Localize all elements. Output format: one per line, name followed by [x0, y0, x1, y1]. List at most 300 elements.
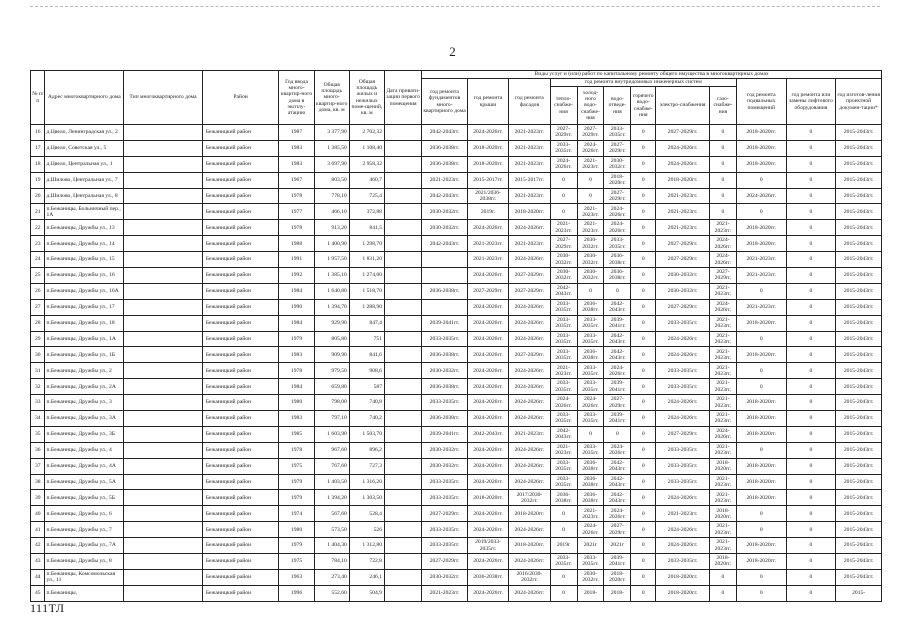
sewer-cell: 2042-2043гг.	[604, 331, 631, 347]
row-number: 35	[31, 426, 45, 442]
privatization-cell	[384, 156, 421, 172]
year-cell: 1987	[279, 125, 314, 141]
living-area-cell: 528,4	[349, 506, 384, 522]
electric-cell: 2021-2023гг.	[656, 204, 710, 220]
electric-cell: 2030-2032гг.	[656, 268, 710, 284]
sewer-cell: 2027-2029гг.	[604, 395, 631, 411]
elevator-cell: 0	[786, 125, 836, 141]
foundation-cell: 2039-2041гг.	[422, 426, 468, 442]
total-area-cell: 803,50	[314, 172, 349, 188]
elevator-cell: 0	[786, 172, 836, 188]
total-area-cell: 979,50	[314, 363, 349, 379]
row-number: 21	[31, 204, 45, 220]
header-total-area: Общая площадь много-квартир-ного дома, кв. м	[314, 71, 349, 125]
total-area-cell: 909,90	[314, 347, 349, 363]
foundation-cell: 2030-2032гг.	[422, 363, 468, 379]
elevator-cell: 0	[786, 204, 836, 220]
roof-cell: 2024-2026гг.	[467, 268, 508, 284]
cold-water-cell: 2033-2035гг.	[577, 379, 604, 395]
header-type: Тип многоквартирного дома	[124, 71, 203, 125]
facade-cell: 2024-2026гг.	[509, 252, 550, 268]
row-number: 36	[31, 442, 45, 458]
hot-water-cell: 0	[631, 331, 656, 347]
elevator-cell: 0	[786, 411, 836, 427]
living-area-cell: 1 303,50	[349, 490, 384, 506]
living-area-cell: 372,88	[349, 204, 384, 220]
basement-cell: 2018-2020гг.	[736, 125, 786, 141]
electric-cell: 2021-2023гг.	[656, 188, 710, 204]
basement-cell: 0	[736, 585, 786, 601]
roof-cell: 2024-2026гг.	[467, 522, 508, 538]
cold-water-cell: 0	[577, 283, 604, 299]
address-cell: п.Бежаницы, Дружбы ул., 17	[45, 299, 124, 315]
privatization-cell	[384, 522, 421, 538]
electric-cell: 2024-2026гг.	[656, 490, 710, 506]
elevator-cell: 0	[786, 188, 836, 204]
type-cell	[124, 395, 203, 411]
basement-cell: 0	[736, 172, 786, 188]
cold-water-cell: 2030-2032гг.	[577, 236, 604, 252]
elevator-cell: 0	[786, 554, 836, 570]
table-row	[31, 268, 882, 284]
district-cell: Бежаницкий район	[202, 411, 279, 427]
basement-cell: 0	[736, 506, 786, 522]
basement-cell: 0	[736, 379, 786, 395]
foundation-cell: 2033-2035гг.	[422, 490, 468, 506]
row-number: 28	[31, 315, 45, 331]
facade-cell: 2016/2030-2032гг.	[509, 569, 550, 585]
design-cell: 2015-2043гг.	[836, 283, 882, 299]
gas-cell: 0	[710, 156, 737, 172]
type-cell	[124, 156, 203, 172]
living-area-cell: 1 518,70	[349, 283, 384, 299]
footer-code: 111ТЛ	[30, 601, 65, 615]
design-cell: 2015-2043гг.	[836, 347, 882, 363]
heat-cell: 2021-2023гг.	[550, 442, 577, 458]
elevator-cell: 0	[786, 522, 836, 538]
facade-cell: 2027-2029гг.	[509, 347, 550, 363]
living-area-cell: 246,1	[349, 569, 384, 585]
foundation-cell: 2033-2035гг.	[422, 395, 468, 411]
sewer-cell: 0	[604, 426, 631, 442]
privatization-cell	[384, 426, 421, 442]
electric-cell: 2033-2035гг.	[656, 315, 710, 331]
foundation-cell: 2021-2023гг.	[422, 585, 468, 601]
gas-cell: 2021-2023гг.	[710, 347, 737, 363]
row-number: 18	[31, 156, 45, 172]
district-cell: Бежаницкий район	[202, 331, 279, 347]
design-cell: 2015-2043гг.	[836, 315, 882, 331]
heat-cell: 2033-2035гг.	[550, 299, 577, 315]
total-area-cell: 567,60	[314, 506, 349, 522]
row-number: 32	[31, 379, 45, 395]
row-number: 31	[31, 363, 45, 379]
basement-cell: 2018-2020гг.	[736, 315, 786, 331]
sewer-cell: 2027-2029гг.	[604, 522, 631, 538]
privatization-cell	[384, 442, 421, 458]
roof-cell: 2024-2026гг.	[467, 442, 508, 458]
electric-cell: 2021-2023гг.	[656, 220, 710, 236]
capital-repair-table	[30, 70, 882, 602]
living-area-cell: 504,9	[349, 585, 384, 601]
facade-cell: 2024-2026гг.	[509, 315, 550, 331]
electric-cell: 2018-2020гг.	[656, 569, 710, 585]
facade-cell: 2021-2023гг.	[509, 188, 550, 204]
address-cell: п.Бежаницы, Дружбы ул., 4	[45, 442, 124, 458]
district-cell: Бежаницкий район	[202, 538, 279, 554]
electric-cell: 2021-2023гг.	[656, 506, 710, 522]
privatization-cell	[384, 490, 421, 506]
hot-water-cell: 0	[631, 490, 656, 506]
foundation-cell: 2036-2038гг.	[422, 347, 468, 363]
header-privatization-date: Дата привати-зации первого помещения	[384, 71, 421, 125]
foundation-cell: 2039-2041гг.	[422, 315, 468, 331]
type-cell	[124, 283, 203, 299]
table-row	[31, 538, 882, 554]
address-cell: п.Бежаницы, Дружбы ул., 2	[45, 363, 124, 379]
heat-cell: 2024-2026гг.	[550, 395, 577, 411]
facade-cell: 2024-2026гг.	[509, 379, 550, 395]
facade-cell: 2021-2023гг.	[509, 156, 550, 172]
year-cell: 1963	[279, 569, 314, 585]
gas-cell: 2024-2026гг.	[710, 426, 737, 442]
privatization-cell	[384, 474, 421, 490]
cold-water-cell: 2033-2035гг.	[577, 411, 604, 427]
heat-cell: 2042-2043гг.	[550, 283, 577, 299]
hot-water-cell: 0	[631, 299, 656, 315]
table-row	[31, 554, 882, 570]
type-cell	[124, 268, 203, 284]
design-cell: 2015-2043гг.	[836, 156, 882, 172]
basement-cell: 0	[736, 331, 786, 347]
year-cell: 1967	[279, 172, 314, 188]
basement-cell: 2018-2020гг.	[736, 411, 786, 427]
header-facade: год ремонта фасадов	[509, 79, 550, 125]
facade-cell: 2024-2026гг.	[509, 442, 550, 458]
gas-cell: 2021-2023гг.	[710, 538, 737, 554]
living-area-cell: 526	[349, 522, 384, 538]
privatization-cell	[384, 236, 421, 252]
district-cell: Бежаницкий район	[202, 140, 279, 156]
basement-cell: 2018-2020гг.	[736, 220, 786, 236]
basement-cell: 2018-2020гг.	[736, 474, 786, 490]
district-cell: Бежаницкий район	[202, 585, 279, 601]
header-address: Адрес многоквартирного дома	[45, 71, 124, 125]
elevator-cell: 0	[786, 395, 836, 411]
total-area-cell: 1 394,70	[314, 299, 349, 315]
cold-water-cell: 0	[577, 172, 604, 188]
gas-cell: 2021-2023гг.	[710, 490, 737, 506]
row-number: 40	[31, 506, 45, 522]
year-cell: 1988	[279, 236, 314, 252]
address-cell: п.Бежаницы, Дружбы ул., 3А	[45, 411, 124, 427]
row-number: 24	[31, 252, 45, 268]
cold-water-cell: 2036-2038гг.	[577, 490, 604, 506]
foundation-cell: 2030-2032гг.	[422, 569, 468, 585]
design-cell: 2015-2043гг.	[836, 140, 882, 156]
total-area-cell: 913,20	[314, 220, 349, 236]
heat-cell: 2036-2038гг.	[550, 490, 577, 506]
total-area-cell: 967,60	[314, 442, 349, 458]
elevator-cell: 0	[786, 379, 836, 395]
roof-cell: 2042-2043гг.	[467, 426, 508, 442]
table-body	[31, 125, 882, 602]
type-cell	[124, 522, 203, 538]
type-cell	[124, 315, 203, 331]
type-cell	[124, 347, 203, 363]
district-cell: Бежаницкий район	[202, 379, 279, 395]
district-cell: Бежаницкий район	[202, 125, 279, 141]
total-area-cell: 798,00	[314, 395, 349, 411]
type-cell	[124, 554, 203, 570]
row-number: 41	[31, 522, 45, 538]
elevator-cell: 0	[786, 268, 836, 284]
total-area-cell: 466,10	[314, 204, 349, 220]
roof-cell: 2024-2026гг.	[467, 395, 508, 411]
privatization-cell	[384, 395, 421, 411]
type-cell	[124, 204, 203, 220]
heat-cell: 0	[550, 569, 577, 585]
hot-water-cell: 0	[631, 156, 656, 172]
type-cell	[124, 474, 203, 490]
total-area-cell: 767,60	[314, 458, 349, 474]
facade-cell: 2018-2020гг.	[509, 538, 550, 554]
header-elevator: год ремонта или замены лифтового оборудования	[786, 79, 836, 125]
hot-water-cell: 0	[631, 554, 656, 570]
foundation-cell: 2021-2023гг.	[422, 172, 468, 188]
elevator-cell: 0	[786, 426, 836, 442]
district-cell: Бежаницкий район	[202, 363, 279, 379]
electric-cell: 2024-2026гг.	[656, 140, 710, 156]
type-cell	[124, 236, 203, 252]
sewer-cell: 2039-2041гг.	[604, 411, 631, 427]
foundation-cell: 2036-2038гг.	[422, 140, 468, 156]
gas-cell: 2021-2023гг.	[710, 315, 737, 331]
electric-cell: 2024-2026гг.	[656, 538, 710, 554]
foundation-cell	[422, 299, 468, 315]
design-cell: 2015-2043гг.	[836, 252, 882, 268]
basement-cell: 2018-2020гг.	[736, 538, 786, 554]
header-works-group: Виды услуг и (или) работ по капитальному ремонту общего имущества в многоквартирных домах	[422, 71, 882, 79]
privatization-cell	[384, 363, 421, 379]
design-cell: 2015-	[836, 585, 882, 601]
cold-water-cell: 2027-2029гг.	[577, 125, 604, 141]
sewer-cell: 2027-2029гг.	[604, 140, 631, 156]
living-area-cell: 2 958,32	[349, 156, 384, 172]
electric-cell: 2027-2029гг.	[656, 125, 710, 141]
year-cell: 1977	[279, 204, 314, 220]
heat-cell: 0	[550, 506, 577, 522]
cold-water-cell: 2024-2026гг.	[577, 140, 604, 156]
living-area-cell: 1 831,20	[349, 252, 384, 268]
sewer-cell: 2024-2026гг.	[604, 220, 631, 236]
hot-water-cell: 0	[631, 172, 656, 188]
basement-cell: 2021-2023гг.	[736, 252, 786, 268]
row-number: 44	[31, 569, 45, 585]
row-number: 25	[31, 268, 45, 284]
gas-cell: 2021-2023гг.	[710, 331, 737, 347]
elevator-cell: 0	[786, 538, 836, 554]
elevator-cell: 0	[786, 252, 836, 268]
type-cell	[124, 220, 203, 236]
heat-cell: 0	[550, 585, 577, 601]
foundation-cell: 2030-2032гг.	[422, 220, 468, 236]
basement-cell: 0	[736, 363, 786, 379]
type-cell	[124, 442, 203, 458]
sewer-cell: 2024-2026гг.	[604, 204, 631, 220]
row-number: 29	[31, 331, 45, 347]
address-cell: п.Бежаницы,	[45, 585, 124, 601]
table-row	[31, 156, 882, 172]
total-area-cell: 784,10	[314, 554, 349, 570]
address-cell: п.Бежаницы, Дружбы ул., 1А	[45, 331, 124, 347]
cold-water-cell: 2033-2035гг.	[577, 554, 604, 570]
hot-water-cell: 0	[631, 220, 656, 236]
page-number: 2	[449, 44, 456, 59]
district-cell: Бежаницкий район	[202, 347, 279, 363]
design-cell: 2015-2043гг.	[836, 204, 882, 220]
header-year: Год ввода много-квартир-ного дома в эксплу-атацию	[279, 71, 314, 125]
hot-water-cell: 0	[631, 188, 656, 204]
table-row	[31, 252, 882, 268]
elevator-cell: 0	[786, 283, 836, 299]
total-area-cell: 1 385,10	[314, 268, 349, 284]
privatization-cell	[384, 554, 421, 570]
electric-cell: 2033-2035гг.	[656, 363, 710, 379]
privatization-cell	[384, 172, 421, 188]
foundation-cell: 2042-2043гг.	[422, 125, 468, 141]
design-cell: 2015-2043гг.	[836, 125, 882, 141]
facade-cell: 2024-2026гг.	[509, 220, 550, 236]
type-cell	[124, 172, 203, 188]
basement-cell: 2021-2023гг.	[736, 268, 786, 284]
hot-water-cell: 0	[631, 347, 656, 363]
sewer-cell: 2027-2029гг.	[604, 188, 631, 204]
district-cell: Бежаницкий район	[202, 299, 279, 315]
cold-water-cell: 0	[577, 188, 604, 204]
hot-water-cell: 0	[631, 522, 656, 538]
type-cell	[124, 363, 203, 379]
gas-cell: 2021-2023гг.	[710, 283, 737, 299]
design-cell: 2015-2043гг.	[836, 458, 882, 474]
heat-cell: 2033-2035гг.	[550, 554, 577, 570]
hot-water-cell: 0	[631, 442, 656, 458]
heat-cell: 2033-2035гг.	[550, 315, 577, 331]
living-area-cell: 2 702,32	[349, 125, 384, 141]
gas-cell: 0	[710, 125, 737, 141]
row-number: 30	[31, 347, 45, 363]
design-cell: 2015-2043гг.	[836, 554, 882, 570]
electric-cell: 2027-2029гг.	[656, 299, 710, 315]
roof-cell: 2024-2026гг.	[467, 411, 508, 427]
facade-cell: 2024-2026гг.	[509, 363, 550, 379]
design-cell: 2015-2043гг.	[836, 188, 882, 204]
privatization-cell	[384, 125, 421, 141]
district-cell: Бежаницкий район	[202, 522, 279, 538]
header-electric: электро-снабжения	[656, 87, 710, 125]
district-cell: Бежаницкий район	[202, 569, 279, 585]
row-number: 34	[31, 411, 45, 427]
design-cell: 2015-2043гг.	[836, 220, 882, 236]
district-cell: Бежаницкий район	[202, 283, 279, 299]
page-top-rule	[30, 6, 880, 7]
gas-cell: 2021-2023гг.	[710, 395, 737, 411]
heat-cell: 2033-2035гг.	[550, 347, 577, 363]
table-row	[31, 204, 882, 220]
heat-cell: 2027-2029гг.	[550, 236, 577, 252]
living-area-cell: 740,2	[349, 411, 384, 427]
facade-cell: 2017/2030-2032гг.	[509, 490, 550, 506]
hot-water-cell: 0	[631, 363, 656, 379]
living-area-cell: 460,7	[349, 172, 384, 188]
gas-cell: 0	[710, 188, 737, 204]
hot-water-cell: 0	[631, 458, 656, 474]
district-cell: Бежаницкий район	[202, 188, 279, 204]
district-cell: Бежаницкий район	[202, 506, 279, 522]
year-cell: 1983	[279, 156, 314, 172]
row-number: 45	[31, 585, 45, 601]
total-area-cell: 659,80	[314, 379, 349, 395]
type-cell	[124, 379, 203, 395]
basement-cell: 2018-2020гг.	[736, 156, 786, 172]
facade-cell: 2021-2023гг.	[509, 236, 550, 252]
type-cell	[124, 411, 203, 427]
facade-cell: 2024-2026гг.	[509, 522, 550, 538]
table-row	[31, 426, 882, 442]
living-area-cell: 1 316,20	[349, 474, 384, 490]
elevator-cell: 0	[786, 458, 836, 474]
hot-water-cell: 0	[631, 426, 656, 442]
table-row	[31, 379, 882, 395]
heat-cell: 2027-2029гг.	[550, 125, 577, 141]
facade-cell: 2018-2020гг.	[509, 204, 550, 220]
address-cell: п.Бежаницы, Дружбы ул., 8	[45, 554, 124, 570]
roof-cell: 2015-2017гг.	[467, 172, 508, 188]
facade-cell: 2021-2023гг.	[509, 140, 550, 156]
privatization-cell	[384, 283, 421, 299]
row-number: 33	[31, 395, 45, 411]
hot-water-cell: 0	[631, 585, 656, 601]
foundation-cell: 2042-2043гг.	[422, 188, 468, 204]
year-cell: 1978	[279, 188, 314, 204]
living-area-cell: 722,8	[349, 554, 384, 570]
gas-cell: 2027-2029гг.	[710, 268, 737, 284]
living-area-cell: 908,6	[349, 363, 384, 379]
hot-water-cell: 0	[631, 283, 656, 299]
type-cell	[124, 252, 203, 268]
district-cell: Бежаницкий район	[202, 268, 279, 284]
address-cell: п.Бежаницы, Комсомольская ул., 11	[45, 569, 124, 585]
heat-cell: 2033-2035гг.	[550, 411, 577, 427]
hot-water-cell: 0	[631, 474, 656, 490]
design-cell: 2015-2043гг.	[836, 522, 882, 538]
row-number: 37	[31, 458, 45, 474]
foundation-cell: 2036-2038гг.	[422, 411, 468, 427]
year-cell: 1996	[279, 585, 314, 601]
roof-cell: 2024-2026гг.	[467, 331, 508, 347]
sewer-cell: 2021г	[604, 538, 631, 554]
year-cell: 1984	[279, 283, 314, 299]
row-number: 20	[31, 188, 45, 204]
electric-cell: 2027-2029гг.	[656, 236, 710, 252]
foundation-cell: 2030-2032гг.	[422, 204, 468, 220]
roof-cell: 2018-2020гг.	[467, 156, 508, 172]
district-cell: Бежаницкий район	[202, 204, 279, 220]
row-number: 42	[31, 538, 45, 554]
elevator-cell: 0	[786, 220, 836, 236]
electric-cell: 2018-2020гг.	[656, 585, 710, 601]
cold-water-cell: 2030-2032гг.	[577, 268, 604, 284]
